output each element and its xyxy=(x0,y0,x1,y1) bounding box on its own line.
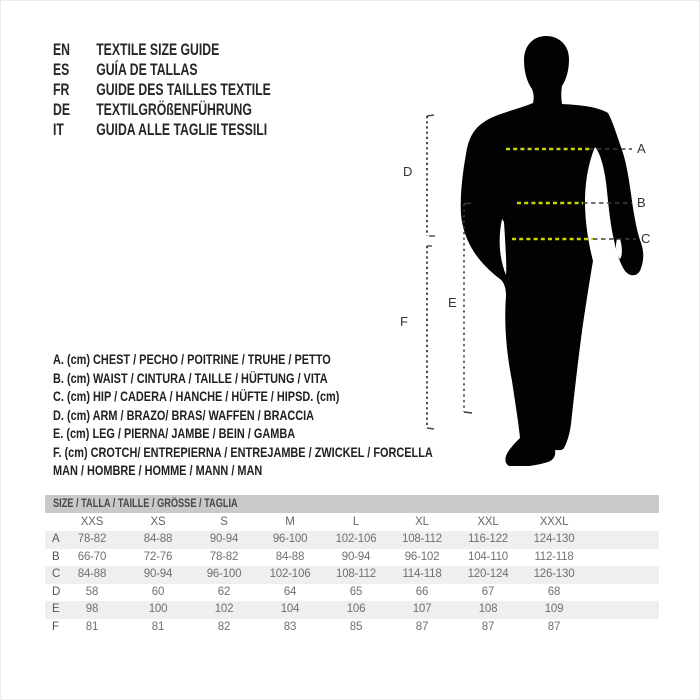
row-key: C xyxy=(52,568,61,580)
language-label: GUIDA ALLE TAGLIE TESSILI xyxy=(96,120,268,139)
row-key: E xyxy=(52,603,60,615)
size-table-row xyxy=(45,619,659,637)
size-cell: 96-100 xyxy=(272,533,308,545)
legend-row: A. (cm) CHEST / PECHO / POITRINE / TRUHE / PETTO xyxy=(53,351,331,367)
size-column-header: XXXL xyxy=(539,516,569,528)
size-cell: 114-118 xyxy=(402,568,442,580)
size-cell: 102 xyxy=(214,603,234,615)
size-table-title: SIZE / TALLA / TAILLE / GRÖSSE / TAGLIA xyxy=(45,495,659,513)
figure-label-c: C xyxy=(641,231,651,246)
filler xyxy=(587,566,659,584)
filler xyxy=(587,584,659,602)
language-row xyxy=(53,100,271,120)
figure-label-b: B xyxy=(637,195,646,210)
language-code: DE xyxy=(53,100,71,119)
size-cell: 78-82 xyxy=(77,533,107,545)
row-key: A xyxy=(52,533,60,545)
figure-label-f: F xyxy=(400,314,408,329)
size-column-header: M xyxy=(285,516,295,528)
row-key: D xyxy=(52,585,61,598)
legend-row: B. (cm) WAIST / CINTURA / TAILLE / HÜFTUNG / VITA xyxy=(53,369,328,386)
size-cell: 68 xyxy=(547,585,561,598)
size-table-body xyxy=(45,513,659,636)
language-row xyxy=(53,120,271,140)
size-cell: 90-94 xyxy=(341,550,371,563)
size-column-header: L xyxy=(352,516,360,528)
size-cell: 78-82 xyxy=(209,550,239,563)
size-cell: 64 xyxy=(283,585,297,598)
filler xyxy=(587,549,659,567)
language-code: IT xyxy=(53,120,64,139)
size-table-row xyxy=(45,549,659,567)
size-cell: 108-112 xyxy=(402,533,442,545)
size-cell: 90-94 xyxy=(209,533,239,545)
size-cell: 120-124 xyxy=(467,568,509,580)
size-cell: 65 xyxy=(349,585,363,598)
size-cell: 87 xyxy=(415,620,429,633)
size-cell: 81 xyxy=(85,620,99,633)
crotch-line-tick-bottom xyxy=(427,428,434,429)
size-cell: 66-70 xyxy=(77,550,107,563)
legend-row: E. (cm) LEG / PIERNA/ JAMBE / BEIN / GAMBA xyxy=(53,425,296,442)
size-cell: 98 xyxy=(85,603,99,615)
size-table xyxy=(45,495,659,636)
size-column-header: XL xyxy=(415,516,429,528)
legend-row: D. (cm) ARM / BRAZO/ BRAS/ WAFFEN / BRACCIA xyxy=(53,406,315,423)
size-cell: 82 xyxy=(217,620,231,633)
language-label: GUÍA DE TALLAS xyxy=(96,60,198,79)
language-row xyxy=(53,40,271,60)
size-cell: 87 xyxy=(481,620,495,633)
size-cell: 104 xyxy=(280,603,300,615)
language-label: GUIDE DES TAILLES TEXTILE xyxy=(96,80,271,99)
filler xyxy=(587,619,659,637)
row-key xyxy=(45,513,59,531)
language-label: TEXTILE SIZE GUIDE xyxy=(96,40,220,59)
leg-line-tick-top xyxy=(464,203,471,204)
size-cell: 66 xyxy=(415,585,429,598)
size-cell: 106 xyxy=(346,603,366,615)
size-table-row xyxy=(45,584,659,602)
filler xyxy=(587,601,659,619)
language-row xyxy=(53,80,271,100)
size-column-header: XS xyxy=(150,516,166,528)
size-cell: 109 xyxy=(544,603,564,615)
size-cell: 116-122 xyxy=(468,533,508,545)
gender-line: MAN / HOMBRE / HOMME / MANN / MAN xyxy=(53,462,263,478)
size-cell: 83 xyxy=(283,620,297,633)
size-column-header: S xyxy=(220,516,228,528)
size-table-row xyxy=(45,601,659,619)
size-cell: 81 xyxy=(151,620,165,633)
size-cell: 84-88 xyxy=(275,550,305,563)
row-key: B xyxy=(52,550,60,563)
size-table-row xyxy=(45,566,659,584)
size-cell: 72-76 xyxy=(143,550,173,563)
size-cell: 102-106 xyxy=(269,568,311,580)
size-cell: 100 xyxy=(148,603,168,615)
size-cell: 67 xyxy=(481,585,495,598)
size-cell: 96-100 xyxy=(206,568,242,580)
size-cell: 62 xyxy=(217,585,231,598)
man-silhouette-figure xyxy=(386,26,686,466)
filler xyxy=(587,531,659,549)
figure-label-e: E xyxy=(448,295,457,310)
size-table-row xyxy=(45,531,659,549)
size-cell: 126-130 xyxy=(533,568,575,580)
size-cell: 102-106 xyxy=(335,533,377,545)
size-cell: 85 xyxy=(349,620,363,633)
size-column-header: XXS xyxy=(80,516,104,528)
size-cell: 108-112 xyxy=(336,568,376,580)
language-code: EN xyxy=(53,40,71,59)
size-cell: 84-88 xyxy=(143,533,173,545)
figure-label-a: A xyxy=(637,141,646,156)
size-column-header: XXL xyxy=(477,516,499,528)
row-key: F xyxy=(52,620,59,633)
size-cell: 58 xyxy=(85,585,99,598)
language-label: TEXTILGRÖßENFÜHRUNG xyxy=(96,100,252,119)
size-cell: 112-118 xyxy=(534,550,574,563)
language-row xyxy=(53,60,271,80)
man-silhouette-icon xyxy=(461,36,644,466)
size-cell: 84-88 xyxy=(77,568,107,580)
size-cell: 90-94 xyxy=(143,568,173,580)
size-cell: 124-130 xyxy=(533,533,575,545)
language-list xyxy=(53,40,355,140)
legend-row: F. (cm) CROTCH/ ENTREPIERNA / ENTREJAMBE / ZWICKEL / FORCELLA xyxy=(53,443,433,460)
figure-label-d: D xyxy=(403,164,413,179)
filler xyxy=(587,513,659,531)
arm-line-tick-top xyxy=(427,115,434,116)
legend-row: C. (cm) HIP / CADERA / HANCHE / HÜFTE / HIPSD. (cm) xyxy=(53,388,340,405)
size-cell: 108 xyxy=(478,603,498,615)
language-code: FR xyxy=(53,80,70,99)
size-cell: 107 xyxy=(412,603,432,615)
language-code: ES xyxy=(53,60,70,79)
size-cell: 87 xyxy=(547,620,561,633)
size-cell: 96-102 xyxy=(404,550,440,563)
size-cell: 104-110 xyxy=(468,550,508,563)
leg-line-tick-bottom xyxy=(464,412,472,413)
size-table-header-row xyxy=(45,513,659,531)
size-cell: 60 xyxy=(151,585,165,598)
